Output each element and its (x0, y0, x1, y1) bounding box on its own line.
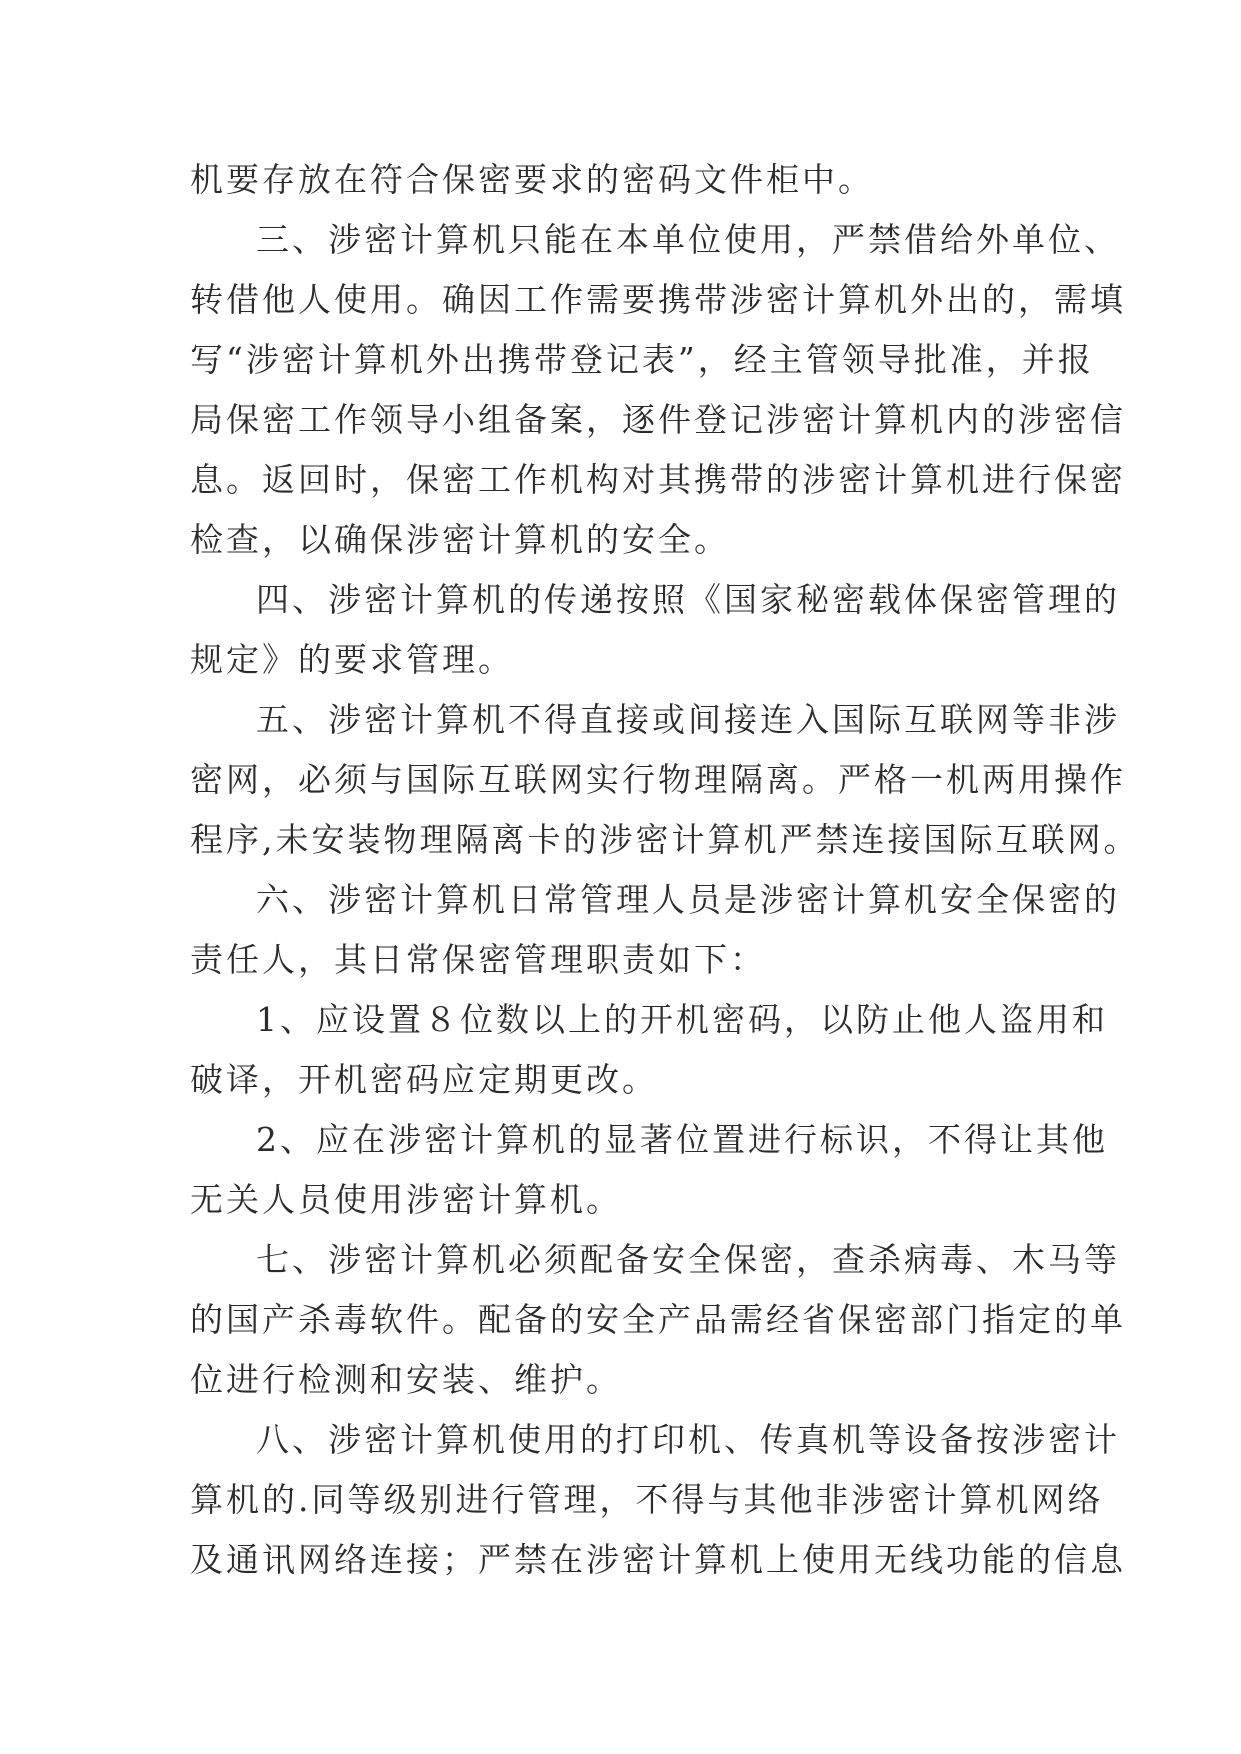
document-body (190, 150, 1140, 1590)
paragraph-4-start: 四、涉密计算机的传递按照《国家秘密载体保密管理的 (256, 580, 1120, 619)
text-line: 责任人，其日常保密管理职责如下： (190, 940, 766, 979)
text-line: 破译，开机密码应定期更改。 (190, 1060, 658, 1099)
paragraph-5-start: 五、涉密计算机不得直接或间接连入国际互联网等非涉 (256, 700, 1120, 739)
text-line: 局保密工作领导小组备案，逐件登记涉密计算机内的涉密信 (190, 400, 1126, 439)
text-line: 密网，必须与国际互联网实行物理隔离。严格一机两用操作 (190, 760, 1126, 799)
text-line: 息。返回时，保密工作机构对其携带的涉密计算机进行保密 (190, 460, 1126, 499)
paragraph-7-start: 七、涉密计算机必须配备安全保密，查杀病毒、木马等 (256, 1240, 1120, 1279)
text-line: 检查，以确保涉密计算机的安全。 (190, 520, 730, 559)
text-line: 算机的.同等级别进行管理，不得与其他非涉密计算机网络 (190, 1480, 1104, 1519)
text-line: 机要存放在符合保密要求的密码文件柜中。 (190, 160, 874, 199)
paragraph-3-start: 三、涉密计算机只能在本单位使用，严禁借给外单位、 (256, 220, 1120, 259)
item-1-start: 1、应设置８位数以上的开机密码，以防止他人盗用和 (256, 1000, 1108, 1039)
text-line: 及通讯网络连接；严禁在涉密计算机上使用无线功能的信息 (190, 1540, 1126, 1579)
paragraph-8-start: 八、涉密计算机使用的打印机、传真机等设备按涉密计 (256, 1420, 1120, 1459)
item-2-start: 2、应在涉密计算机的显著位置进行标识，不得让其他 (256, 1120, 1108, 1159)
text-line: 转借他人使用。确因工作需要携带涉密计算机外出的，需填 (190, 280, 1126, 319)
text-line: 位进行检测和安装、维护。 (190, 1360, 622, 1399)
text-line: 规定》的要求管理。 (190, 640, 514, 679)
text-line: 的国产杀毒软件。配备的安全产品需经省保密部门指定的单 (190, 1300, 1126, 1339)
paragraph-6-start: 六、涉密计算机日常管理人员是涉密计算机安全保密的 (256, 880, 1120, 919)
text-line: 无关人员使用涉密计算机。 (190, 1180, 622, 1219)
text-line: 程序,未安装物理隔离卡的涉密计算机严禁连接国际互联网。 (190, 820, 1140, 859)
text-line: 写“涉密计算机外出携带登记表”，经主管领导批准，并报 (190, 340, 1094, 379)
